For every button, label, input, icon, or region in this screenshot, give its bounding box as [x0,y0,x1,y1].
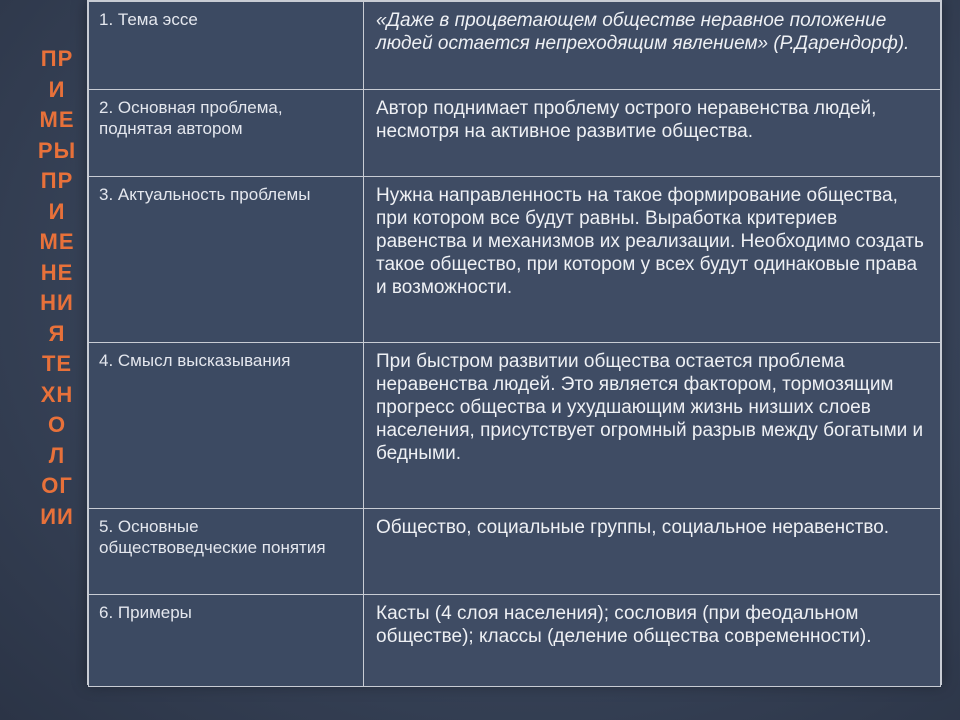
row-content-problem: Автор поднимает проблему острого неравенства людей, несмотря на активное развитие общества. [364,90,941,177]
side-title-line: ПР [40,168,74,193]
row-label-concepts: 5. Основные обществоведческие понятия [89,509,364,595]
side-title-line: МЕ [39,229,75,254]
table-row [89,2,941,90]
side-title-line: НЕ [40,259,74,285]
side-title-line: ТЕ [41,351,73,376]
row-label-topic: 1. Тема эссе [89,2,364,90]
side-title-line: РЫ [37,137,77,163]
row-content-topic: «Даже в процветающем обществе неравное положение людей остается непреходящим явлением» (Р.Дарендорф). [364,2,941,90]
side-title-line: Я [48,320,66,346]
essay-table-grid [88,1,941,687]
side-title-line: Л [48,442,66,468]
row-content-examples: Касты (4 слоя населения); сословия (при феодальном обществе); классы (деление общества современности). [364,595,941,687]
side-title-line: НИ [40,290,74,315]
row-label-problem: 2. Основная проблема, поднятая автором [89,90,364,177]
table-row [89,177,941,343]
row-label-examples: 6. Примеры [89,595,364,687]
row-label-meaning: 4. Смысл высказывания [89,343,364,509]
side-title-line: И [48,76,66,102]
side-title-line: МЕ [39,107,75,132]
row-content-concepts: Общество, социальные группы, социальное неравенство. [364,509,941,595]
side-title-line: ХН [40,381,74,407]
row-content-meaning: При быстром развитии общества остается проблема неравенства людей. Это является фактором, тормозящим прогресс общества и ухудшающим жизнь низших слоев населения, присутствует огромный разрыв между богатыми и бедными. [364,343,941,509]
side-title-line: ОГ [41,473,73,498]
table-row [89,90,941,177]
side-title-line: ПР [40,46,74,71]
table-row [89,343,941,509]
side-title [30,44,84,532]
table-row [89,509,941,595]
row-content-relevance: Нужна направленность на такое формирование общества, при котором все будут равны. Выработка критериев равенства и механизмов их реализации. Необходимо создать такое общество, при котором у всех будут одинаковые права и возможности. [364,177,941,343]
row-label-relevance: 3. Актуальность проблемы [89,177,364,343]
table-row [89,595,941,687]
essay-table [87,0,942,685]
side-title-line: ИИ [40,503,74,529]
side-title-line: И [48,198,66,224]
side-title-line: О [47,412,67,437]
